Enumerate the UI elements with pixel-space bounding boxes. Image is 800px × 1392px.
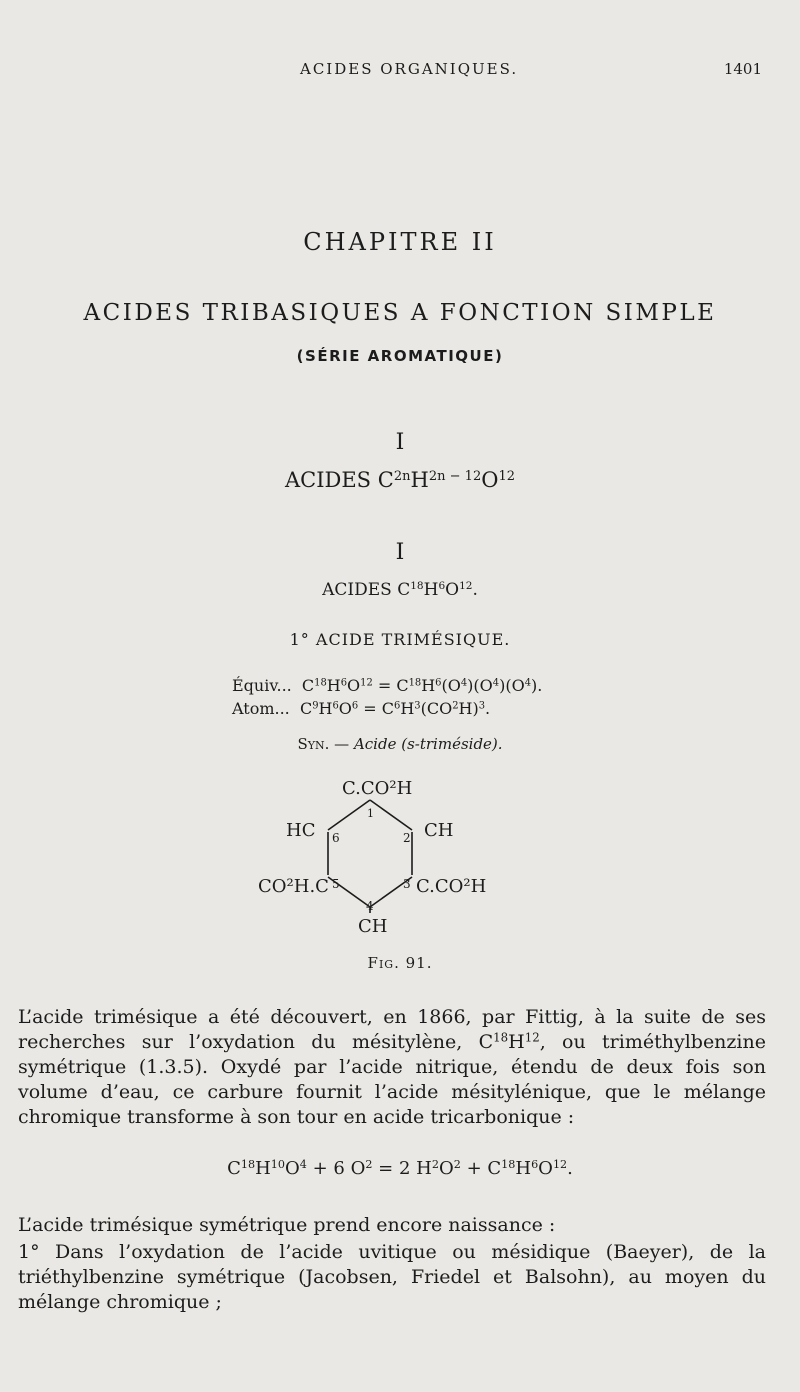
syn-label: Syn. bbox=[297, 735, 330, 753]
chapter-title: CHAPITRE II bbox=[303, 228, 497, 256]
synonym-line: Syn. — Acide (s-triméside). bbox=[297, 735, 503, 753]
right-top-group: CH bbox=[424, 820, 454, 841]
section-roman: I bbox=[395, 430, 405, 455]
chapter-heading: ACIDES TRIBASIQUES A FONCTION SIMPLE bbox=[83, 300, 717, 326]
atom-label: Atom... bbox=[232, 699, 290, 718]
ring-number-3: 3 bbox=[403, 877, 411, 891]
right-bottom-group: C.CO²H bbox=[416, 876, 487, 897]
series-label: (SÉRIE AROMATIQUE) bbox=[296, 347, 504, 365]
running-title: ACIDES ORGANIQUES. bbox=[300, 60, 519, 78]
reaction-equation: $C^{18}H^{10}O^4 + 6$ $O^2 = 2$ $H^2O^2 + C^{18}H^6O^{12}$. bbox=[227, 1157, 573, 1179]
subsection-roman: I bbox=[395, 540, 405, 565]
subsection-formula: $C^{18}H^6O^{12}$. bbox=[397, 580, 478, 600]
ring-number-1: 1 bbox=[367, 807, 374, 820]
subsection-acides-label: ACIDES bbox=[322, 580, 392, 600]
ring-number-6: 6 bbox=[332, 831, 340, 845]
left-bottom-group: CO²H.C bbox=[258, 876, 329, 897]
equiv-formula bbox=[232, 676, 542, 695]
syn-name: Acide (s-triméside). bbox=[353, 735, 503, 753]
section-heading bbox=[0, 468, 800, 492]
subsection-heading bbox=[0, 580, 800, 600]
paragraph-formation-intro: L’acide trimésique symétrique prend encore naissance : bbox=[18, 1214, 556, 1236]
benzene-ring-diagram bbox=[230, 770, 570, 940]
atom-formula bbox=[232, 699, 490, 718]
ring-number-2: 2 bbox=[403, 831, 411, 845]
paragraph-discovery: L’acide trimésique a été découvert, en 1866, par Fittig, à la suite de ses recherches sur l’oxydation du mésitylène, $C^{18}H^{12}$, ou triméthylbenzine symétrique (1.3.5). Oxydé par l’acide nitrique, étendu de deux fois son volume d’eau, ce carbure fournit l’acide mésitylénique, que le mélange chromique transforme à son tour en acide tricarbonique : bbox=[18, 1006, 766, 1128]
ring-number-5: 5 bbox=[332, 877, 340, 891]
ring-number-4: 4 bbox=[366, 899, 374, 913]
top-group: C.CO²H bbox=[342, 778, 413, 799]
section-formula: $C^{2n}H^{2n - 12}O^{12}$ bbox=[377, 468, 516, 492]
equiv-label: Équiv... bbox=[232, 676, 292, 695]
section-acides-label: ACIDES bbox=[284, 468, 372, 492]
bottom-group: CH bbox=[358, 916, 388, 937]
left-top-group: HC bbox=[286, 820, 316, 841]
paragraph-formation-1: 1° Dans l’oxydation de l’acide uvitique ou mésidique (Baeyer), de la triéthylbenzine symétrique (Jacobsen, Friedel et Balsohn), au moyen du mélange chromique ; bbox=[18, 1241, 766, 1313]
equiv-expression: $C^{18}H^6O^{12} = C^{18}H^6(O^4)(O^4)(O^4)$. bbox=[301, 676, 543, 695]
figure-caption: Fig. 91. bbox=[367, 954, 433, 972]
page-number: 1401 bbox=[723, 60, 762, 78]
compound-title: 1° ACIDE TRIMÉSIQUE. bbox=[289, 630, 511, 649]
atom-expression: $C^9H^6O^6 = C^6H^3(CO^2H)^3$. bbox=[299, 699, 491, 718]
